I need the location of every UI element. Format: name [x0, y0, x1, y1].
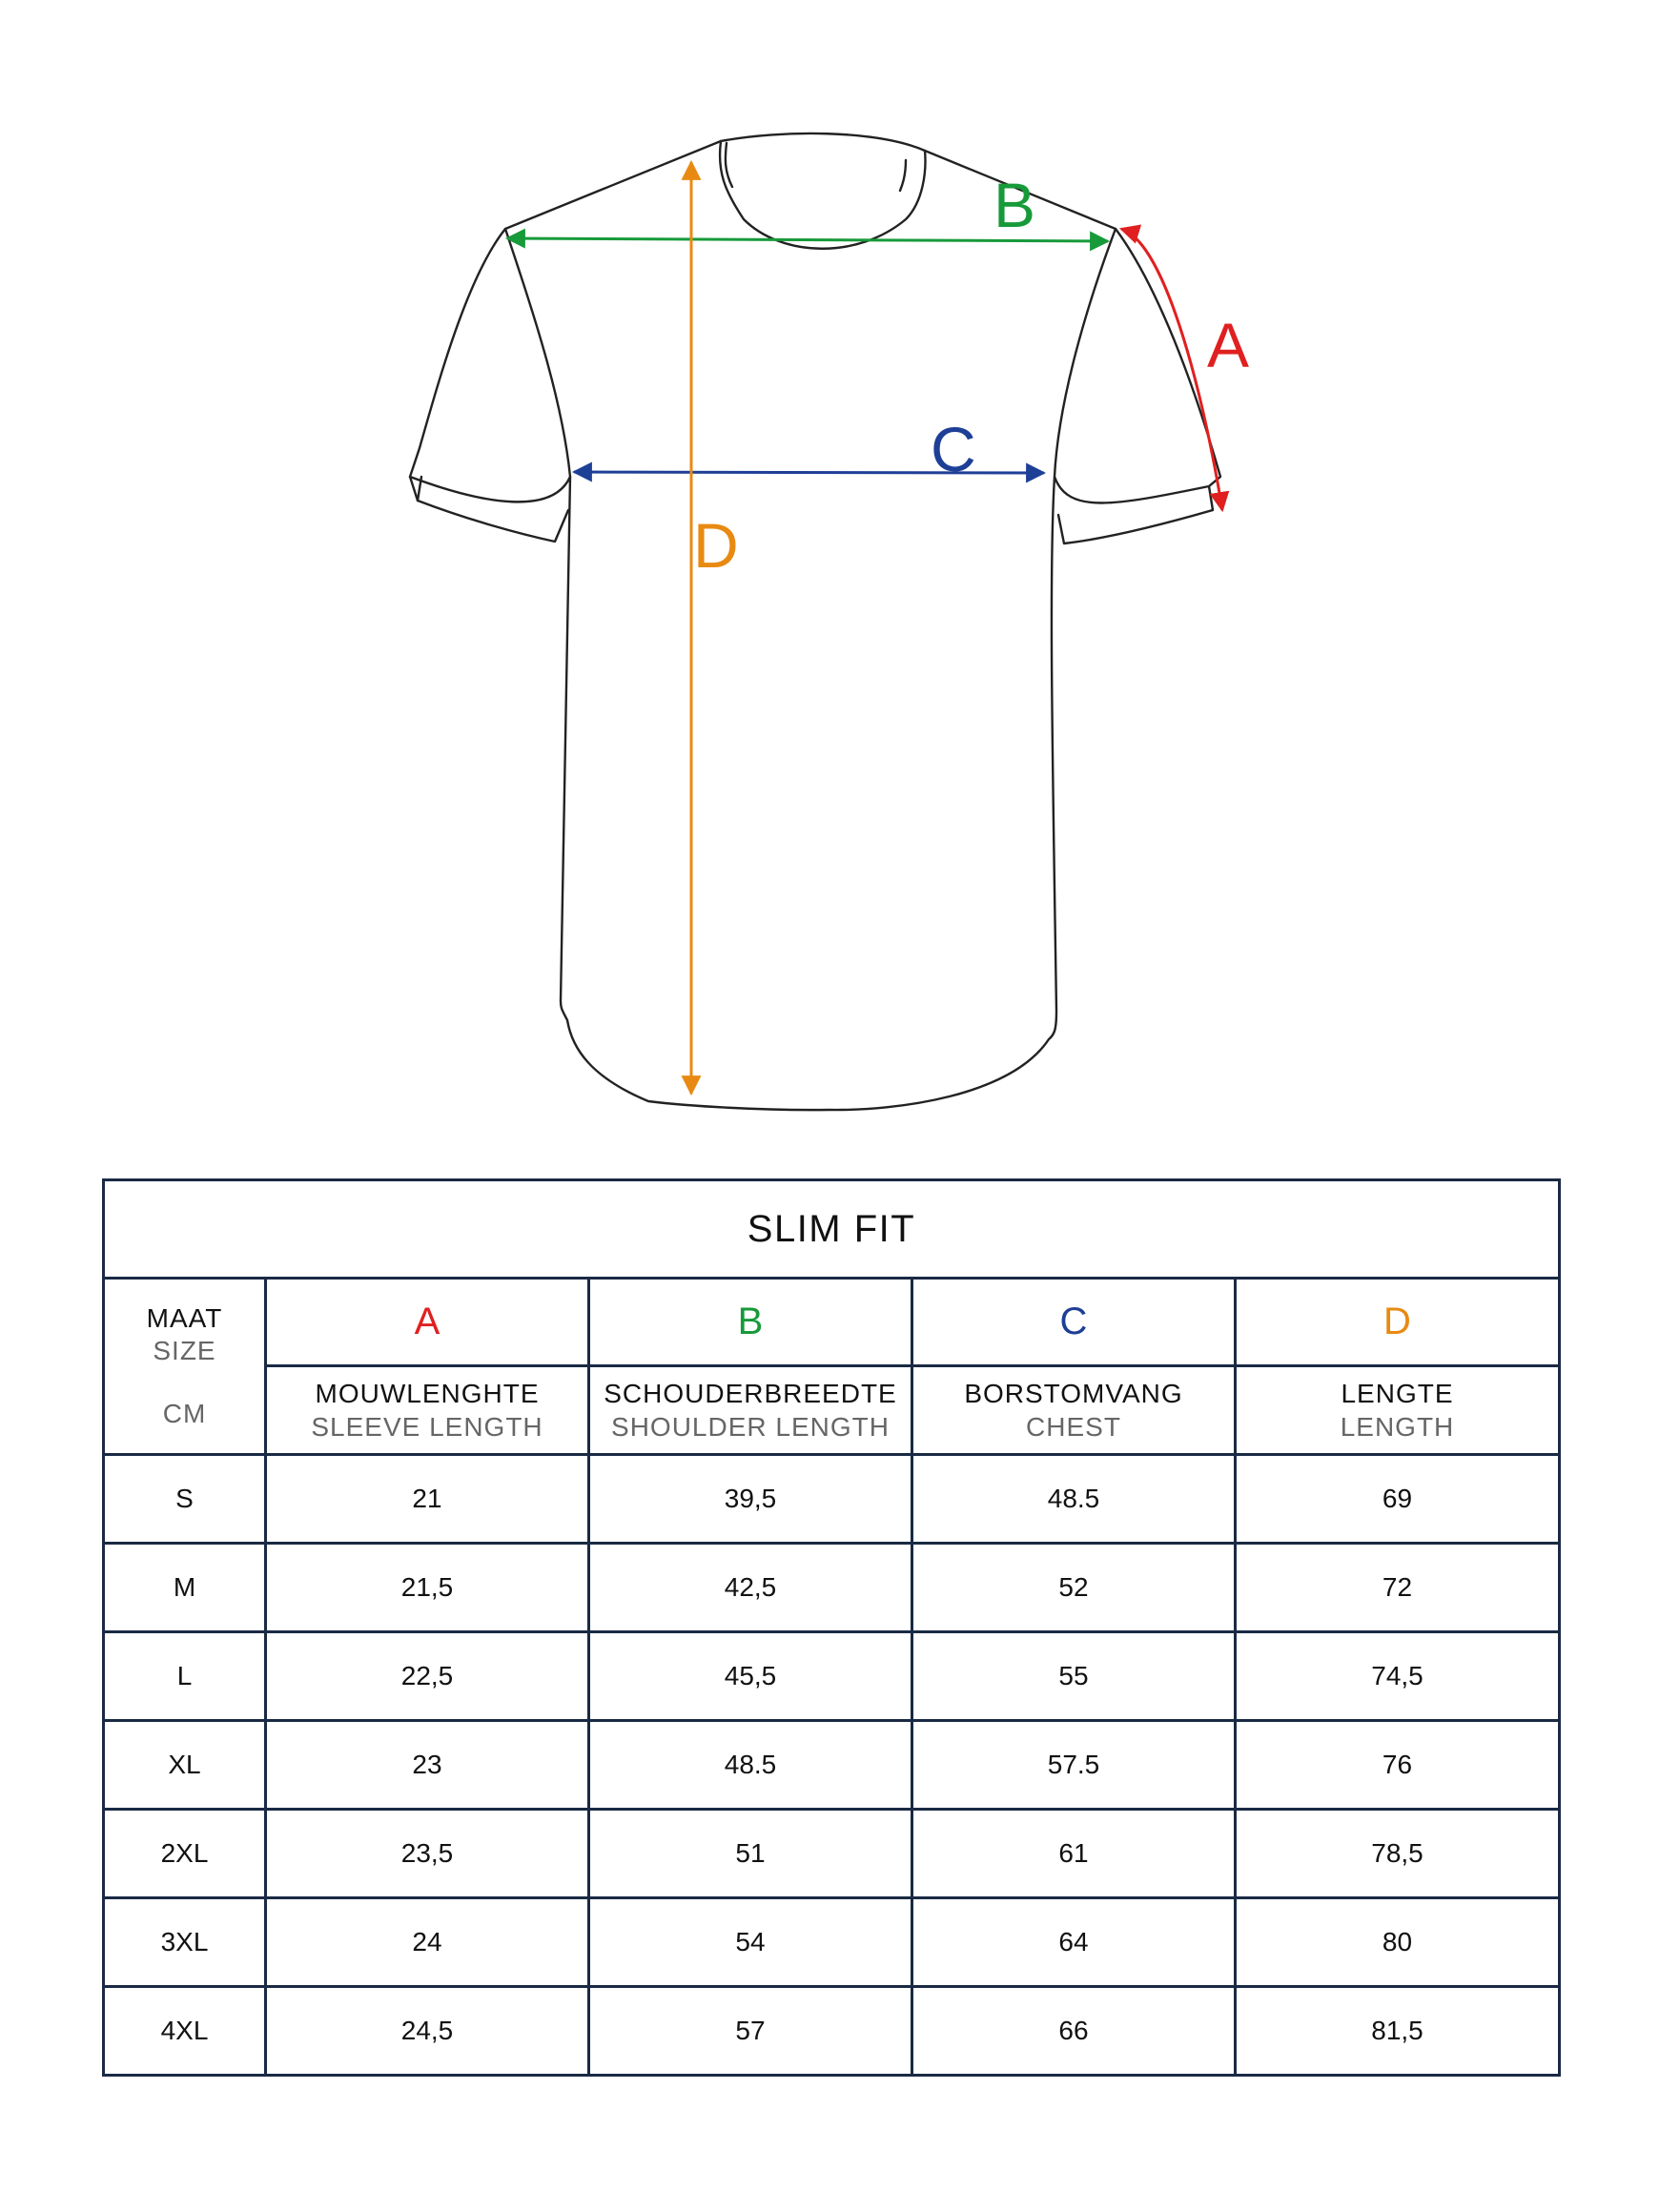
length-value: 78,5 [1236, 1810, 1560, 1898]
sleeve-length-value: 24 [266, 1898, 589, 1987]
shoulder-length-value: 45,5 [589, 1632, 912, 1721]
sleeve-length-value: 23 [266, 1721, 589, 1810]
row-size: M [104, 1544, 266, 1632]
table-row [104, 1898, 1560, 1987]
length-value: 69 [1236, 1455, 1560, 1544]
table-row [104, 1810, 1560, 1898]
column-name-c [912, 1366, 1236, 1455]
column-name-a-en: SLEEVE LENGTH [311, 1412, 543, 1442]
chest-value: 66 [912, 1987, 1236, 2076]
shoulder-length-value: 51 [589, 1810, 912, 1898]
column-letter-d: D [1236, 1279, 1560, 1366]
column-name-c-en: CHEST [1026, 1412, 1121, 1442]
column-letter-c: C [912, 1279, 1236, 1366]
size-header-unit: CM [162, 1399, 207, 1428]
table-row [104, 1544, 1560, 1632]
chest-value: 57.5 [912, 1721, 1236, 1810]
chest-value: 52 [912, 1544, 1236, 1632]
column-name-c-nl: BORSTOMVANG [964, 1379, 1183, 1408]
size-chart-table [102, 1178, 1561, 2077]
size-header-en: SIZE [153, 1336, 216, 1365]
sleeve-length-value: 21 [266, 1455, 589, 1544]
column-name-d [1236, 1366, 1560, 1455]
row-size: 3XL [104, 1898, 266, 1987]
row-size: S [104, 1455, 266, 1544]
table-row [104, 1721, 1560, 1810]
table-row [104, 1987, 1560, 2076]
marker-letter-b: B [993, 170, 1036, 240]
row-size: L [104, 1632, 266, 1721]
marker-letter-d: D [693, 510, 739, 581]
chest-value: 61 [912, 1810, 1236, 1898]
marker-letter-a: A [1207, 310, 1250, 380]
column-name-a-nl: MOUWLENGHTE [315, 1379, 540, 1408]
length-value: 72 [1236, 1544, 1560, 1632]
sleeve-length-value: 22,5 [266, 1632, 589, 1721]
chest-value: 64 [912, 1898, 1236, 1987]
column-name-b-nl: SCHOUDERBREEDTE [604, 1379, 897, 1408]
sleeve-length-value: 24,5 [266, 1987, 589, 2076]
shoulder-length-value: 42,5 [589, 1544, 912, 1632]
column-name-d-nl: LENGTE [1341, 1379, 1454, 1408]
column-name-b-en: SHOULDER LENGTH [611, 1412, 890, 1442]
chest-value: 48.5 [912, 1455, 1236, 1544]
shoulder-length-value: 48.5 [589, 1721, 912, 1810]
length-value: 81,5 [1236, 1987, 1560, 2076]
size-column-header [104, 1279, 266, 1455]
length-value: 80 [1236, 1898, 1560, 1987]
marker-letter-c: C [931, 414, 976, 484]
sleeve-length-value: 23,5 [266, 1810, 589, 1898]
table-row [104, 1632, 1560, 1721]
row-size: 2XL [104, 1810, 266, 1898]
table-title: SLIM FIT [104, 1180, 1560, 1279]
length-value: 74,5 [1236, 1632, 1560, 1721]
sleeve-length-value: 21,5 [266, 1544, 589, 1632]
column-name-a [266, 1366, 589, 1455]
shoulder-length-value: 54 [589, 1898, 912, 1987]
column-name-d-en: LENGTH [1340, 1412, 1455, 1442]
tshirt-outline [410, 133, 1220, 1110]
column-letter-a: A [266, 1279, 589, 1366]
column-letter-b: B [589, 1279, 912, 1366]
row-size: XL [104, 1721, 266, 1810]
table-row [104, 1455, 1560, 1544]
size-header-nl: MAAT [146, 1303, 223, 1333]
shoulder-length-value: 57 [589, 1987, 912, 2076]
column-name-b [589, 1366, 912, 1455]
chest-value: 55 [912, 1632, 1236, 1721]
length-value: 76 [1236, 1721, 1560, 1810]
shoulder-length-value: 39,5 [589, 1455, 912, 1544]
row-size: 4XL [104, 1987, 266, 2076]
